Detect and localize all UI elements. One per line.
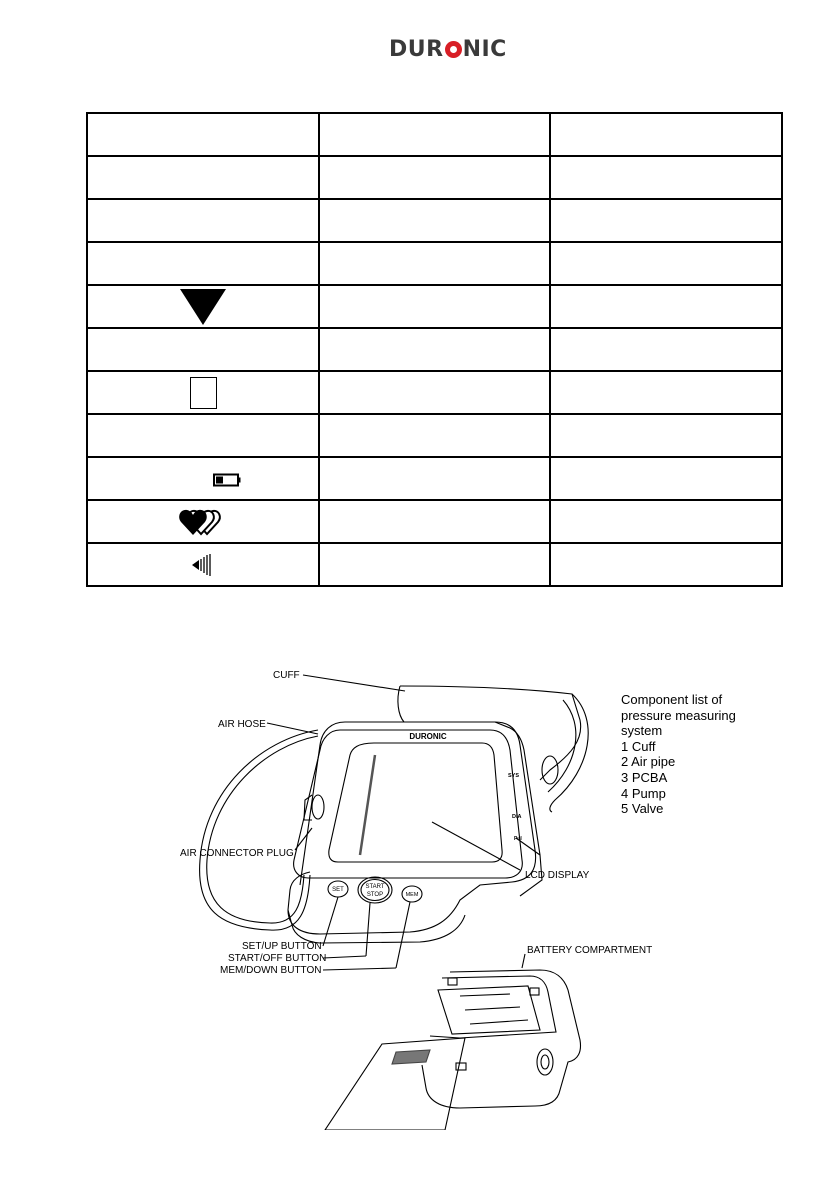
- table-row: [87, 371, 782, 414]
- list-item: 3 PCBA: [621, 769, 668, 785]
- table-row: [87, 113, 782, 156]
- table-row: [87, 500, 782, 543]
- stop-button-label: STOP: [366, 892, 384, 898]
- label-air-connector-plug: AIR CONNECTOR PLUG: [180, 848, 294, 859]
- device-pul-label: Pul: [514, 836, 522, 842]
- low-battery-icon: [212, 473, 242, 487]
- battery-door: [325, 1038, 465, 1130]
- sound-icon: [190, 553, 216, 577]
- start-button-label: START: [365, 884, 385, 890]
- table-row: [87, 285, 782, 328]
- component-list-title-1: Component list of: [621, 692, 723, 707]
- device-dia-label: DIA: [512, 814, 522, 820]
- list-item: 5 Valve: [621, 801, 664, 817]
- heartbeat-icon: [177, 507, 229, 537]
- memory-box-icon: [190, 377, 217, 409]
- device-sys-label: SYS: [508, 773, 520, 779]
- label-lcd-display: LCD DISPLAY: [525, 870, 590, 881]
- label-start-off-button: START/OFF BUTTON: [228, 953, 327, 964]
- component-list-title-2: pressure measuring: [621, 707, 736, 723]
- component-list: [621, 692, 736, 817]
- power-icon: [445, 41, 462, 58]
- label-cuff: CUFF: [273, 670, 300, 681]
- table-row: [87, 457, 782, 500]
- table-row: [87, 156, 782, 199]
- label-air-hose: AIR HOSE: [218, 719, 266, 730]
- label-set-up-button: SET/UP BUTTON: [242, 941, 322, 952]
- list-item: 4 Pump: [621, 785, 666, 801]
- table-row: [87, 414, 782, 457]
- brand-logo-right: NIC: [462, 36, 507, 62]
- table-row: [87, 543, 782, 586]
- triangle-down-icon: [180, 289, 226, 325]
- mem-button-label: MEM: [405, 892, 419, 898]
- label-battery-compartment: BATTERY COMPARTMENT: [527, 945, 653, 956]
- label-mem-down-button: MEM/DOWN BUTTON: [220, 965, 322, 976]
- brand-logo-left: DUR: [389, 36, 444, 62]
- symbol-table: [86, 112, 783, 587]
- set-button-label: SET: [332, 887, 344, 893]
- component-list-title-3: system: [621, 723, 663, 739]
- list-item: 2 Air pipe: [621, 754, 676, 770]
- device-brand: DURONIC: [409, 732, 447, 741]
- brand-logo: [389, 36, 507, 62]
- table-row: [87, 242, 782, 285]
- list-item: 1 Cuff: [621, 738, 656, 754]
- table-row: [87, 199, 782, 242]
- table-row: [87, 328, 782, 371]
- lcd-screen: [329, 743, 502, 862]
